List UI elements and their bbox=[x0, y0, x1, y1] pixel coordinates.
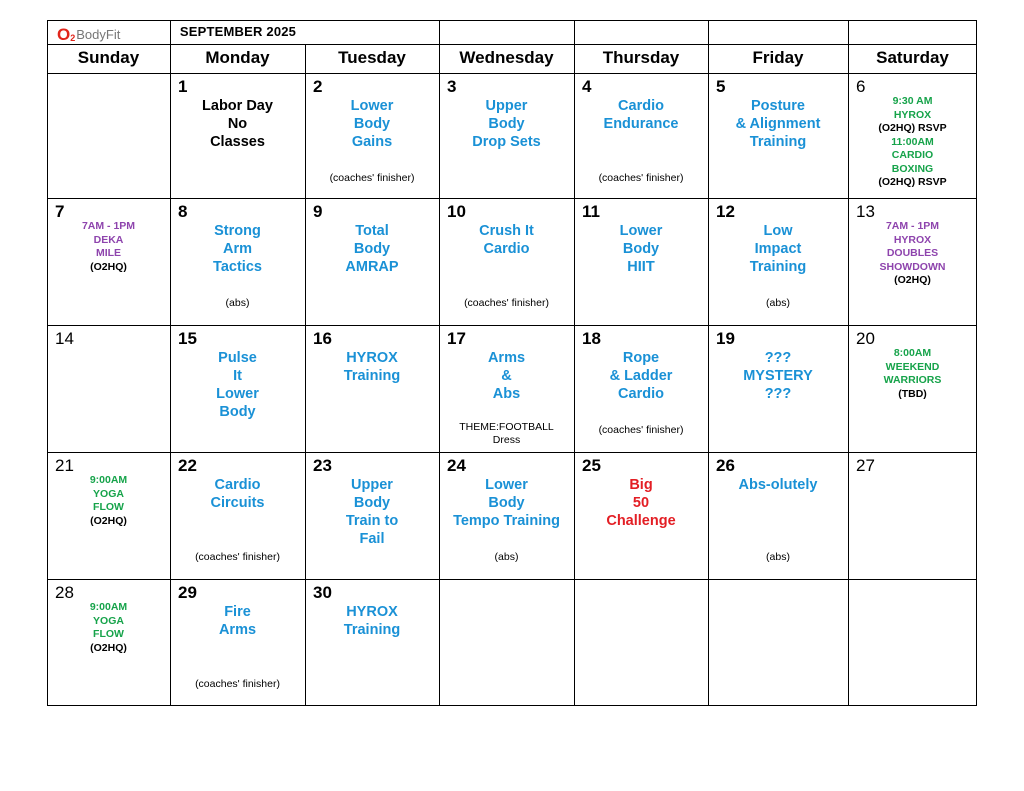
day-number: 9 bbox=[313, 202, 323, 221]
day-number: 7 bbox=[55, 202, 65, 221]
event-text: (O2HQ) RSVP bbox=[878, 122, 947, 134]
class-note: (abs) bbox=[494, 551, 519, 563]
class-note: THEME:FOOTBALL Dress bbox=[459, 421, 554, 446]
day-cell[interactable] bbox=[574, 452, 708, 579]
class-title: Upper Body Drop Sets bbox=[472, 98, 541, 150]
class-title: Posture & Alignment Training bbox=[735, 98, 821, 150]
class-note: (coaches' finisher) bbox=[598, 424, 684, 436]
day-cell[interactable] bbox=[708, 325, 848, 452]
day-number: 11 bbox=[582, 202, 600, 221]
day-cell[interactable] bbox=[305, 325, 439, 452]
event-text: 9:30 AM HYROX bbox=[892, 95, 933, 121]
day-number: 17 bbox=[447, 329, 466, 348]
event-text: (O2HQ) bbox=[90, 514, 127, 527]
class-title: Total Body AMRAP bbox=[345, 223, 399, 275]
day-cell[interactable] bbox=[574, 198, 708, 325]
day-number: 27 bbox=[856, 456, 875, 475]
day-cell[interactable] bbox=[848, 73, 977, 198]
class-note: (coaches' finisher) bbox=[329, 172, 415, 184]
day-number: 15 bbox=[178, 329, 197, 348]
logo-o-icon: O bbox=[57, 24, 71, 44]
class-note: (coaches' finisher) bbox=[195, 678, 280, 690]
day-cell[interactable] bbox=[170, 73, 305, 198]
day-cell[interactable] bbox=[170, 452, 305, 579]
class-note: (coaches' finisher) bbox=[464, 297, 549, 309]
day-cell[interactable] bbox=[708, 198, 848, 325]
brand-logo bbox=[57, 25, 120, 43]
event-text: 9:00AM YOGA FLOW bbox=[89, 601, 128, 640]
weekday-saturday: Saturday bbox=[876, 48, 949, 67]
class-title: Lower Body Tempo Training bbox=[453, 477, 560, 529]
day-number: 28 bbox=[55, 583, 74, 602]
day-cell[interactable] bbox=[170, 325, 305, 452]
day-cell[interactable] bbox=[848, 452, 977, 579]
event-text: 11:00AM CARDIO BOXING bbox=[891, 135, 934, 175]
class-title: Crush It Cardio bbox=[479, 223, 534, 257]
class-title: Cardio Circuits bbox=[210, 477, 265, 511]
class-title: Low Impact Training bbox=[749, 223, 807, 275]
class-title: Labor Day No Classes bbox=[202, 98, 273, 150]
grid-line bbox=[47, 20, 977, 21]
class-title: Abs-olutely bbox=[738, 477, 818, 493]
day-cell[interactable] bbox=[47, 198, 170, 325]
weekday-monday: Monday bbox=[205, 48, 270, 67]
class-title: Rope & Ladder Cardio bbox=[609, 350, 673, 402]
day-number: 18 bbox=[582, 329, 601, 348]
class-title: Lower Body HIIT bbox=[619, 223, 663, 275]
event-text: (O2HQ) bbox=[894, 274, 931, 286]
day-number: 6 bbox=[856, 77, 866, 96]
event-text: (O2HQ) bbox=[90, 641, 127, 654]
class-title: HYROX Training bbox=[343, 604, 401, 638]
weekday-thursday: Thursday bbox=[602, 48, 680, 67]
day-number: 13 bbox=[856, 202, 875, 221]
day-number: 25 bbox=[582, 456, 601, 475]
day-cell[interactable] bbox=[848, 198, 977, 325]
class-title: Pulse It Lower Body bbox=[216, 350, 259, 420]
day-number: 2 bbox=[313, 77, 323, 96]
weekday-tuesday: Tuesday bbox=[338, 48, 406, 67]
day-number: 20 bbox=[856, 329, 875, 348]
day-number: 23 bbox=[313, 456, 332, 475]
logo-2-icon: 2 bbox=[70, 33, 76, 43]
day-number: 8 bbox=[178, 202, 188, 221]
calendar bbox=[47, 20, 977, 706]
event-text: 8:00AM WEEKEND WARRIORS bbox=[883, 347, 942, 386]
day-number: 24 bbox=[447, 456, 466, 475]
weekday-sunday: Sunday bbox=[77, 48, 140, 67]
class-title: Big 50 Challenge bbox=[606, 477, 676, 529]
logo-text: BodyFit bbox=[76, 26, 121, 42]
class-note: (abs) bbox=[766, 551, 790, 563]
day-number: 22 bbox=[178, 456, 197, 475]
day-number: 10 bbox=[447, 202, 466, 221]
day-cell[interactable] bbox=[439, 73, 574, 198]
day-cell[interactable] bbox=[47, 452, 170, 579]
day-cell[interactable] bbox=[708, 73, 848, 198]
day-number: 26 bbox=[716, 456, 735, 475]
day-number: 3 bbox=[447, 77, 457, 96]
class-title: Strong Arm Tactics bbox=[213, 223, 262, 275]
day-cell[interactable] bbox=[47, 579, 170, 706]
event-text: 7AM - 1PM DEKA MILE bbox=[81, 220, 136, 259]
day-number: 12 bbox=[716, 202, 735, 221]
event-text: 9:00AM YOGA FLOW bbox=[89, 474, 128, 513]
class-note: (coaches' finisher) bbox=[598, 172, 684, 184]
day-cell[interactable] bbox=[47, 325, 170, 452]
class-title: Cardio Endurance bbox=[603, 98, 679, 132]
event-text: (TBD) bbox=[898, 387, 927, 400]
day-cell[interactable] bbox=[305, 198, 439, 325]
day-number: 5 bbox=[716, 77, 726, 96]
weekday-wednesday: Wednesday bbox=[459, 48, 554, 67]
day-number: 1 bbox=[178, 77, 188, 96]
class-title: HYROX Training bbox=[343, 350, 401, 384]
class-note: (abs) bbox=[766, 297, 790, 309]
day-cell[interactable] bbox=[439, 452, 574, 579]
class-title: Lower Body Gains bbox=[350, 98, 394, 150]
day-cell[interactable] bbox=[574, 73, 708, 198]
day-cell[interactable] bbox=[170, 579, 305, 706]
day-number: 14 bbox=[55, 329, 74, 348]
day-cell[interactable] bbox=[439, 325, 574, 452]
day-number: 21 bbox=[55, 456, 74, 475]
class-title: ??? MYSTERY ??? bbox=[743, 350, 813, 402]
day-cell[interactable] bbox=[708, 452, 848, 579]
day-number: 29 bbox=[178, 583, 197, 602]
day-cell[interactable] bbox=[305, 579, 439, 706]
day-cell[interactable] bbox=[170, 198, 305, 325]
class-note: (abs) bbox=[225, 297, 250, 309]
day-cell[interactable] bbox=[305, 452, 439, 579]
event-text: (O2HQ) bbox=[90, 260, 127, 273]
day-cell[interactable] bbox=[848, 325, 977, 452]
class-note: (coaches' finisher) bbox=[195, 551, 280, 563]
day-number: 4 bbox=[582, 77, 592, 96]
class-title: Fire Arms bbox=[218, 604, 257, 638]
day-cell[interactable] bbox=[574, 325, 708, 452]
day-cell[interactable] bbox=[439, 198, 574, 325]
day-number: 19 bbox=[716, 329, 735, 348]
class-title: Upper Body Train to Fail bbox=[345, 477, 399, 547]
day-number: 16 bbox=[313, 329, 332, 348]
class-title: Arms & Abs bbox=[487, 350, 526, 402]
month-title: SEPTEMBER 2025 bbox=[179, 24, 297, 39]
event-text: (O2HQ) RSVP bbox=[878, 176, 947, 188]
event-text: 7AM - 1PM HYROX DOUBLES SHOWDOWN bbox=[879, 220, 946, 273]
day-cell[interactable] bbox=[305, 73, 439, 198]
weekday-friday: Friday bbox=[752, 48, 804, 67]
day-number: 30 bbox=[313, 583, 332, 602]
